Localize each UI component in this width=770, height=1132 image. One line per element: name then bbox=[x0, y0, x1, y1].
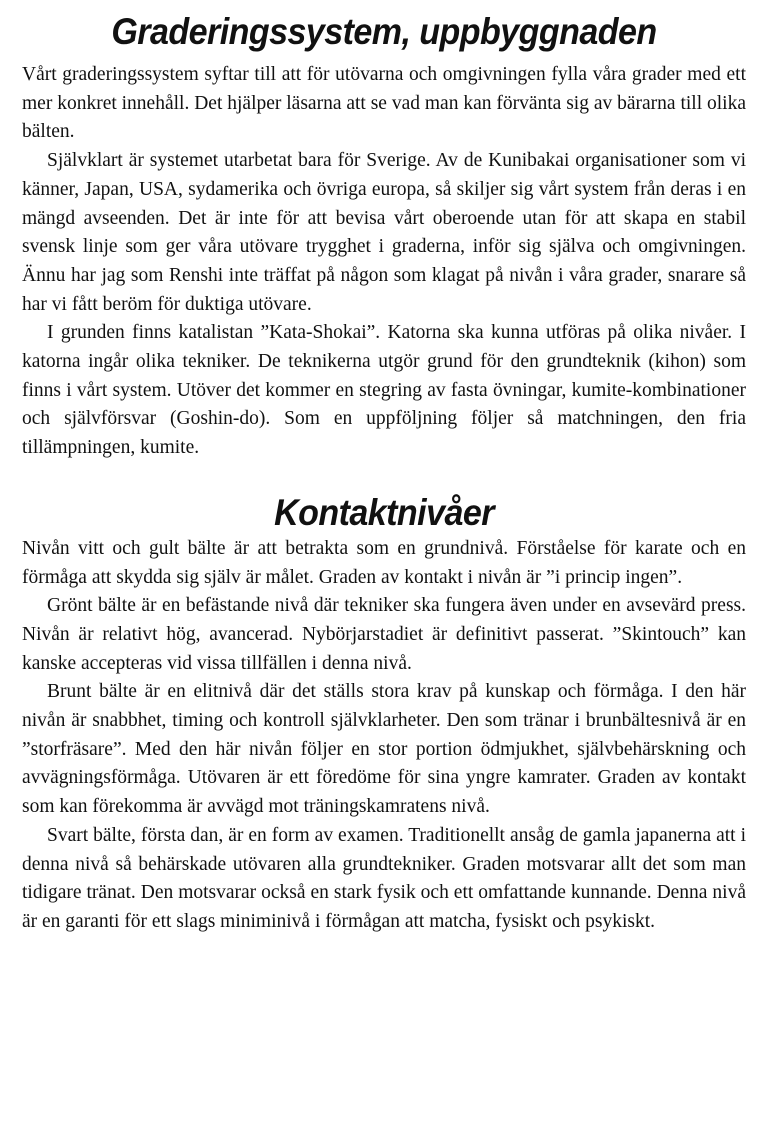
paragraph-4: Nivån vitt och gult bälte är att betrakta som en grundnivå. Förståelse för karate och en förmåga att skydda sig själv är målet. Graden av kontakt i nivån är ”i princip ingen”. bbox=[22, 537, 746, 588]
paragraph-6: Brunt bälte är en elitnivå där det ställs stora krav på kunskap och förmåga. I den här nivån är snabbhet, timing och kontroll självklarheter. Den som tränar i brunbältesnivå är en ”storfräsare”. Med den här nivån följer en stor portion ödmjukhet, självbehärskning och avvägningsförmåga. Utövaren är ett föredöme för sina yngre kamrater. Graden av kontakt som kan förekomma är avvägd mot träningskamratens nivå. bbox=[22, 681, 746, 818]
heading-kontaktnivaer: Kontaktnivåer bbox=[274, 491, 494, 533]
paragraph-7: Svart bälte, första dan, är en form av examen. Traditionellt ansåg de gamla japanerna att i denna nivå så behärskade utövaren alla grundtekniker. Graden motsvarar allt det som man tidigare tränat. Den motsvarar också en stark fysik och ett omfattande kunnande. Denna nivå är en garanti för ett slags miniminivå i förmågan att matcha, fysiskt och psykiskt. bbox=[22, 824, 746, 932]
paragraph-2: Självklart är systemet utarbetat bara för Sverige. Av de Kunibakai organisationer som vi känner, Japan, USA, sydamerika och övriga europa, så skiljer sig vårt system från deras i en mängd avseenden. Det är inte för att bevisa vårt oberoende utan för att skapa en stabil svensk linje som ger våra utövare trygghet i graderna, inför sig själva och omgivningen. Ännu har jag som Renshi inte träffat på någon som klagat på nivån i våra grader, snarare så har vi fått beröm för duktiga utövare. bbox=[22, 150, 746, 315]
paragraph-1: Vårt graderingssystem syftar till att för utövarna och omgivningen fylla våra grader med ett mer konkret innehåll. Det hjälper läsarna att se vad man kan förvänta sig av bärarna till olika bälten. bbox=[22, 64, 746, 143]
section-kontaktnivaer bbox=[22, 535, 746, 937]
heading-graderingssystem: Graderingssystem, uppbyggnaden bbox=[111, 11, 657, 52]
paragraph-5: Grönt bälte är en befästande nivå där tekniker ska fungera även under en avsevärd press. Nivån är relativt hög, avancerad. Nybörjarstadiet är definitivt passerat. ”Skintouch” kan kanske accepteras vid vissa tillfällen i denna nivå. bbox=[22, 595, 746, 674]
paragraph-3: I grunden finns katalistan ”Kata-Shokai”. Katorna ska kunna utföras på olika nivåer. I katorna ingår olika tekniker. De teknikerna utgör grund för den grundteknik (kihon) som finns i vårt system. Utöver det kommer en stegring av fasta övningar, kumite-kombinationer och självförsvar (Goshin-do). Som en uppföljning följer så matchningen, den fria tillämpningen, kumite. bbox=[22, 322, 746, 459]
section-graderingssystem bbox=[22, 61, 746, 463]
